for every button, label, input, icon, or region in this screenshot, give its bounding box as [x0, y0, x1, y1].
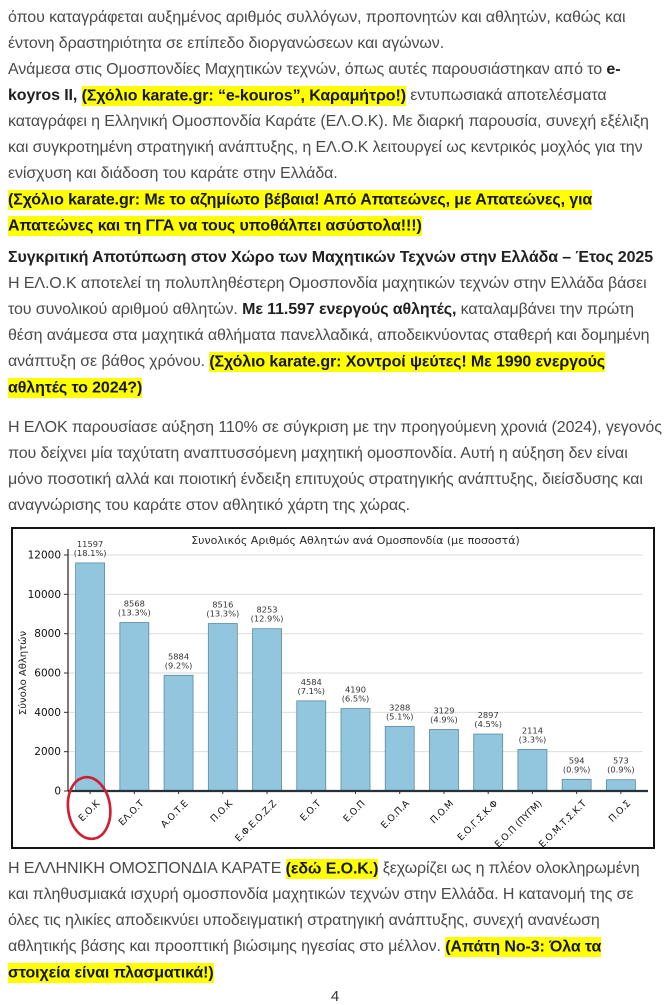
text-segment: Ανάμεσα στις Ομοσπονδίες Μαχητικών τεχνών, όπως αυτές παρουσιάστηκαν από το	[8, 61, 607, 78]
y-tick-label: 10000	[27, 588, 61, 601]
bar-Π.Ο.Κ	[208, 624, 237, 791]
bar-Ε.Ο.Μ.Τ.Σ.Κ.Τ	[562, 779, 591, 791]
bar-Ε.Ο.Τ	[297, 701, 326, 791]
bar-value-label: 2114	[521, 725, 543, 736]
bar-Π.Ο.Μ	[429, 729, 458, 791]
section-heading	[8, 245, 662, 271]
athletes-bar-chart-figure	[11, 527, 655, 849]
x-tick-label: Ε.Ο.Π (ΠΥΓΜ)	[492, 798, 545, 851]
x-tick-label: Ε.Ο.Τ	[298, 798, 324, 824]
bar-Ε.Ο.Π (ΠΥΓΜ)	[518, 749, 547, 791]
bar-Ε.Ο.Γ.Σ.Κ.Φ	[474, 734, 503, 791]
page-number: 4	[330, 988, 340, 1005]
bar-percent-label: (6.5%)	[341, 693, 370, 704]
paragraph-comment-block	[8, 187, 662, 239]
x-tick-label: Ε.Ο.Π.Α	[379, 798, 412, 832]
bar-Α.Ο.Τ.Ε	[164, 675, 193, 791]
bar-value-label: 4584	[300, 676, 322, 687]
bar-value-label: 2897	[477, 710, 499, 721]
bar-ΕΛ.Ο.Τ	[120, 622, 149, 791]
text-segment: όπου καταγράφεται αυξημένος αριθμός συλλόγων, προπονητών και αθλητών, καθώς και έντονη δραστηριότητα σε επίπεδο διοργανώσεων και αγώνων.	[8, 9, 626, 52]
bar-percent-label: (13.3%)	[117, 607, 151, 618]
bar-percent-label: (4.9%)	[430, 714, 458, 725]
y-tick-label: 8000	[34, 628, 61, 641]
bar-percent-label: (7.1%)	[297, 685, 326, 696]
bar-percent-label: (13.3%)	[206, 608, 240, 619]
athletes-bar-chart	[13, 529, 653, 851]
x-tick-label: Ε.Ο.Μ.Τ.Σ.Κ.Τ	[536, 798, 589, 851]
paragraph-conclusion	[8, 856, 662, 986]
paragraph-elok-athletes	[8, 271, 662, 401]
bar-value-label: 8516	[212, 599, 234, 610]
text-segment: e-koyros II,	[8, 61, 621, 104]
bar-Ε.Ο.Π	[341, 709, 370, 791]
y-tick-label: 6000	[34, 667, 61, 680]
bar-percent-label: (9.2%)	[164, 660, 193, 671]
text-segment: Η ΕΛΟΚ παρουσίασε αύξηση 110% σε σύγκριση με την προηγούμενη χρονιά (2024), γεγονός που δείχνει μία ταχύτατη αναπτυσσόμενη μαχητική ομοσπονδία. Αυτή η αύξηση δεν είναι μόνο ποσοτική αλλά και ποιοτική ένδειξη επιτυχούς στρατηγικής ανάπτυξης, διείσδυσης και αναγνώρισης του καράτε στον αθλητικό χάρτη της χώρας.	[8, 419, 662, 514]
x-tick-label: Π.Ο.Κ	[208, 798, 235, 825]
bar-Ε.Φ.Ε.Ο.Ζ.Ζ	[253, 629, 282, 791]
paragraph-growth	[8, 415, 662, 519]
x-tick-label: Π.Ο.Σ	[606, 798, 634, 825]
bar-value-label: 594	[568, 755, 585, 766]
bar-percent-label: (4.5%)	[474, 719, 502, 730]
y-tick-label: 2000	[34, 746, 61, 759]
text-segment: Η ΕΛ.Ο.Κ αποτελεί τη πολυπληθέστερη Ομοσπονδία μαχητικών τεχνών στην Ελλάδα βάσει του συνολικού αριθμού αθλητών.	[8, 275, 647, 318]
chart-title: Συνολικός Αριθμός Αθλητών ανά Ομοσπονδία (με ποσοστά)	[191, 534, 520, 547]
bar-percent-label: (0.9%)	[607, 764, 635, 775]
text-segment: εντυπωσιακά αποτελέσματα καταγράφει η Ελληνική Ομοσπονδία Καράτε (ΕΛ.Ο.Κ). Με διαρκή παρουσία, συνεχή εξέλιξη και συγκροτημένη στρατηγική ανάπτυξης, η ΕΛ.Ο.Κ λειτουργεί ως κεντρικός μοχλός για την ενίσχυση και διάδοση του καράτε στην Ελλάδα.	[8, 87, 649, 182]
bar-percent-label: (5.1%)	[385, 711, 414, 722]
text-segment: Η ΕΛΛΗΝΙΚΗ ΟΜΟΣΠΟΝΔΙΑ ΚΑΡΑΤΕ	[8, 860, 286, 877]
bar-Ε.Ο.Κ	[76, 563, 105, 791]
y-tick-label: 4000	[34, 706, 61, 719]
x-tick-label: Ε.Ο.Π	[341, 798, 368, 825]
y-tick-label: 12000	[27, 549, 61, 562]
text-segment: καταλαμβάνει την πρώτη θέση ανάμεσα στα μαχητικά αθλήματα πανελλαδικά, αποδεικνύοντας σταθερή και δομημένη ανάπτυξη σε βάθος χρόνου.	[8, 301, 650, 370]
bar-value-label: 4190	[344, 684, 367, 695]
paragraph-federations	[8, 57, 662, 187]
x-tick-label: Ε.Φ.Ε.Ο.Ζ.Ζ	[233, 798, 280, 845]
bar-percent-label: (3.3%)	[518, 734, 547, 745]
bar-percent-label: (18.1%)	[73, 547, 107, 558]
text-segment: ξεχωρίζει ως η πλέον ολοκληρωμένη και πληθυσμιακά ισχυρή ομοσπονδία μαχητικών τεχνών στην Ελλάδα. Η κατανομή της σε όλες τις ηλικίες αποδεικνύει υποδειγματική στρατηγική ανάπτυξης, συνεχή ανανέωση αθλητικής βάσης και προοπτική βιώσιμης ηγεσίας στο μέλλον.	[8, 860, 640, 955]
highlighted-text: (Σχόλιο karate.gr: “e-kouros”, Καραμήτρο!)	[81, 87, 406, 104]
text-segment: Συγκριτική Αποτύπωση στον Χώρο των Μαχητικών Τεχνών στην Ελλάδα – Έτος 2025	[8, 249, 653, 266]
highlighted-text: (Σχόλιο karate.gr: Χοντροί ψεύτες! Με 1990 ενεργούς αθλητές το 2024?)	[8, 353, 606, 396]
y-axis-label: Σύνολο Αθλητών	[18, 630, 29, 716]
x-tick-label: Α.Ο.Τ.Ε	[158, 798, 191, 831]
paragraph-intro	[8, 5, 662, 57]
bar-value-label: 8253	[256, 604, 278, 615]
highlighted-text: (Απάτη No-3: Όλα τα στοιχεία είναι πλασματικά!)	[8, 938, 602, 981]
x-tick-label: Π.Ο.Μ	[428, 798, 457, 827]
x-tick-label: ΕΛ.Ο.Τ	[116, 798, 147, 829]
bar-percent-label: (0.9%)	[562, 764, 591, 775]
x-tick-label: Ε.Ο.Γ.Σ.Κ.Φ	[455, 798, 501, 844]
bar-value-label: 3288	[389, 702, 411, 713]
bar-value-label: 8568	[123, 598, 145, 609]
y-tick-label: 0	[54, 785, 61, 798]
highlighted-text: (Σχόλιο karate.gr: Με το αζημίωτο βέβαια! Από Απατεώνες, με Απατεώνες, για Απατεώνες και τη ΓΓΑ να τους υποθάλπει ασύστολα!!!)	[8, 191, 593, 234]
bar-Π.Ο.Σ	[606, 780, 635, 791]
text-segment: Με 11.597 ενεργούς αθλητές,	[242, 301, 457, 318]
bar-value-label: 11597	[76, 538, 104, 549]
bar-value-label: 573	[612, 755, 629, 766]
bar-percent-label: (12.9%)	[250, 613, 284, 624]
bar-value-label: 3129	[433, 705, 455, 716]
highlighted-text: (εδώ Ε.Ο.Κ.)	[285, 860, 379, 877]
x-tick-label: Ε.Ο.Κ	[76, 798, 103, 824]
bar-value-label: 5884	[168, 651, 190, 662]
bar-Ε.Ο.Π.Α	[385, 726, 414, 791]
